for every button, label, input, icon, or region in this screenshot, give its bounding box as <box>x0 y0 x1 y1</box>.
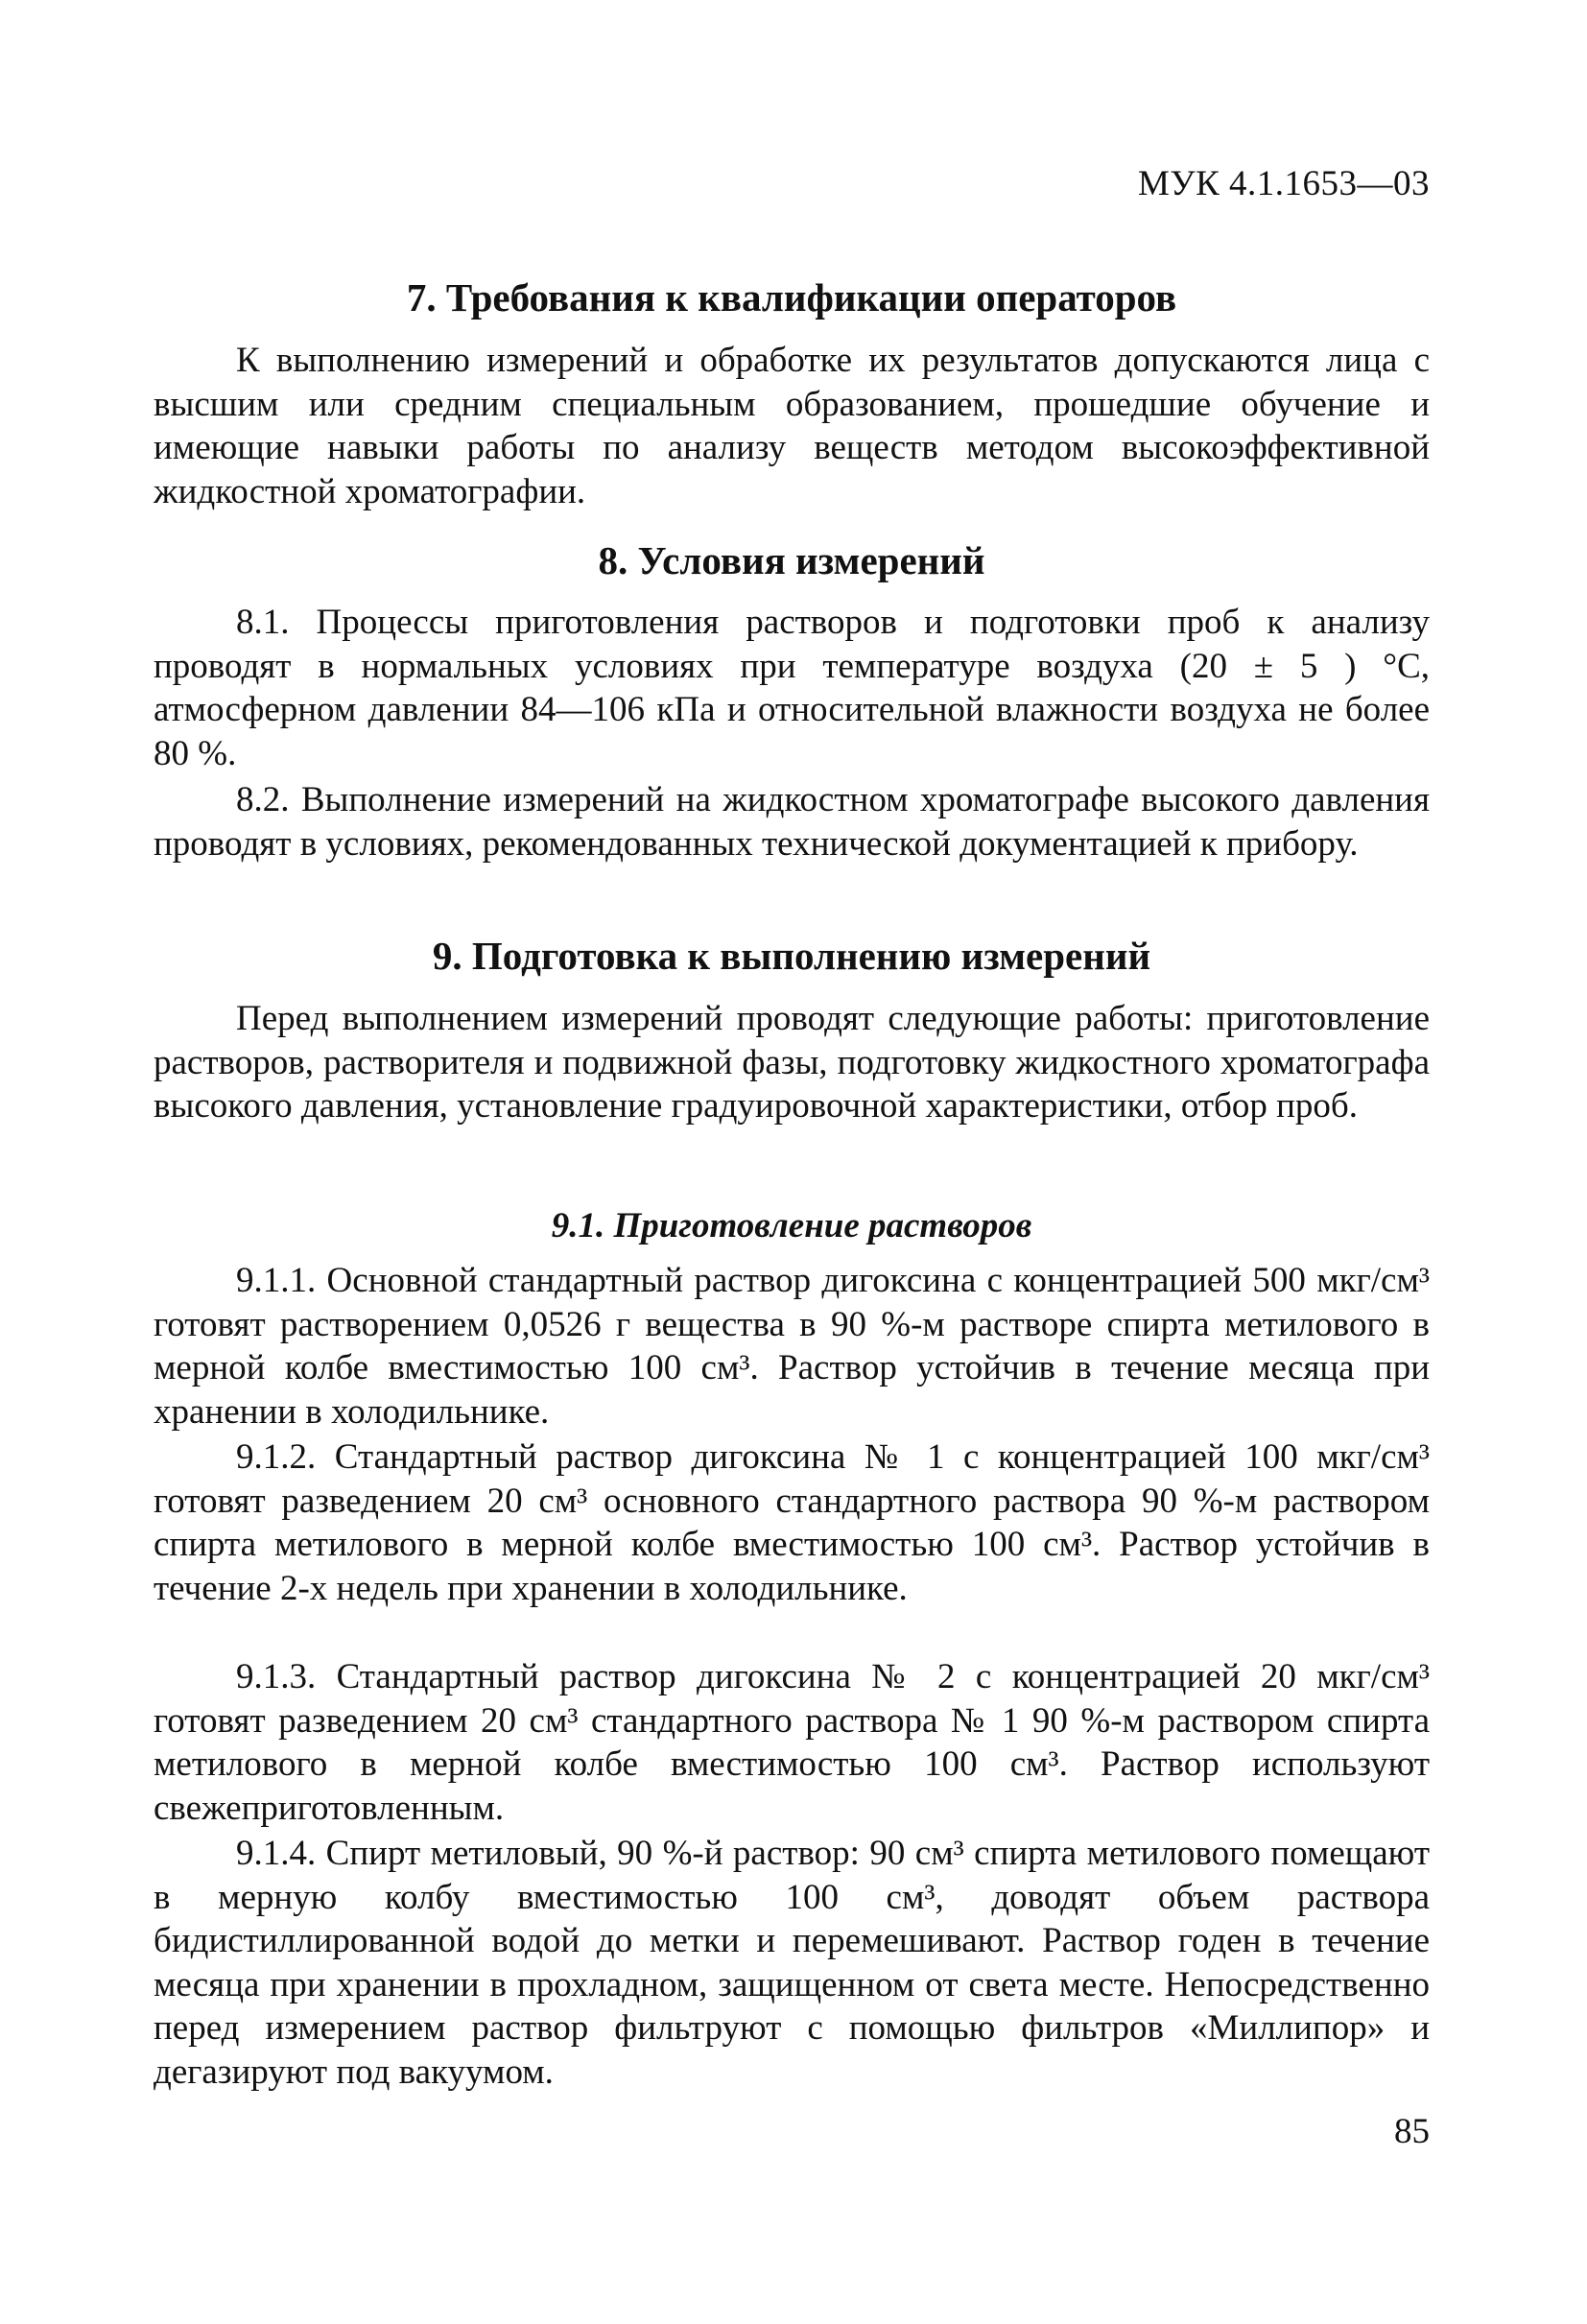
subsection-9-1-title: 9.1. Приготовление растворов <box>551 1206 1032 1245</box>
paragraph-9-1-4: 9.1.4. Спирт метиловый, 90 %-й раствор: 90 см³ спирта метилового помещают в мерную колбу вместимостью 100 см³, доводят объем раствора бидистиллированной водой до метки и перемешивают. Раствор годен в течение месяца при хранении в прохладном, защищенном от света месте. Непосредственно перед измерением раствор фильтруют с помощью фильтров «Миллипор» и дегазируют под вакуумом. <box>154 1834 1430 2092</box>
section-7-title: 7. Требования к квалификации операторов <box>406 275 1177 320</box>
paragraph-9-1-3: 9.1.3. Стандартный раствор дигоксина № 2 с концентрацией 20 мкг/см³ готовят разведением 20 см³ стандартного раствора № 1 90 %-м раствором спирта метилового в мерной колбе вместимостью 100 см³. Раствор используют свежеприготовленным. <box>154 1657 1430 1828</box>
section-9-intro: Перед выполнением измерений проводят следующие работы: приготовление растворов, растворителя и подвижной фазы, подготовку жидкостного хроматографа высокого давления, установление градуировочной характеристики, отбор проб. <box>154 999 1430 1126</box>
document-code: МУК 4.1.1653—03 <box>1137 164 1430 203</box>
section-8-title: 8. Условия измерений <box>598 538 985 582</box>
page-number: 85 <box>1394 2112 1430 2151</box>
paragraph-8-2: 8.2. Выполнение измерений на жидкостном хроматографе высокого давления проводят в условиях, рекомендованных технической документацией к прибору. <box>154 780 1430 864</box>
paragraph-9-1-2: 9.1.2. Стандартный раствор дигоксина № 1 с концентрацией 100 мкг/см³ готовят разведением 20 см³ основного стандартного раствора 90 %-м раствором спирта метилового в мерной колбе вместимостью 100 см³. Раствор устойчив в течение 2-х недель при хранении в холодильнике. <box>154 1437 1430 1608</box>
paragraph-9-1-1: 9.1.1. Основной стандартный раствор дигоксина с концентрацией 500 мкг/см³ готовят растворением 0,0526 г вещества в 90 %-м растворе спирта метилового в мерной колбе вместимостью 100 см³. Раствор устойчив в течение месяца при хранении в холодильнике. <box>154 1261 1430 1432</box>
paragraph-8-1: 8.1. Процессы приготовления растворов и подготовки проб к анализу проводят в нормальных условиях при температуре воздуха (20 ± 5 ) °С, атмосферном давлении 84—106 кПа и относительной влажности воздуха не более 80 %. <box>154 603 1430 773</box>
section-7-paragraph: К выполнению измерений и обработке их результатов допускаются лица с высшим или средним специальным образованием, прошедшие обучение и имеющие навыки работы по анализу веществ методом высокоэффективной жидкостной хроматографии. <box>154 341 1430 511</box>
section-9-title: 9. Подготовка к выполнению измерений <box>432 934 1151 978</box>
